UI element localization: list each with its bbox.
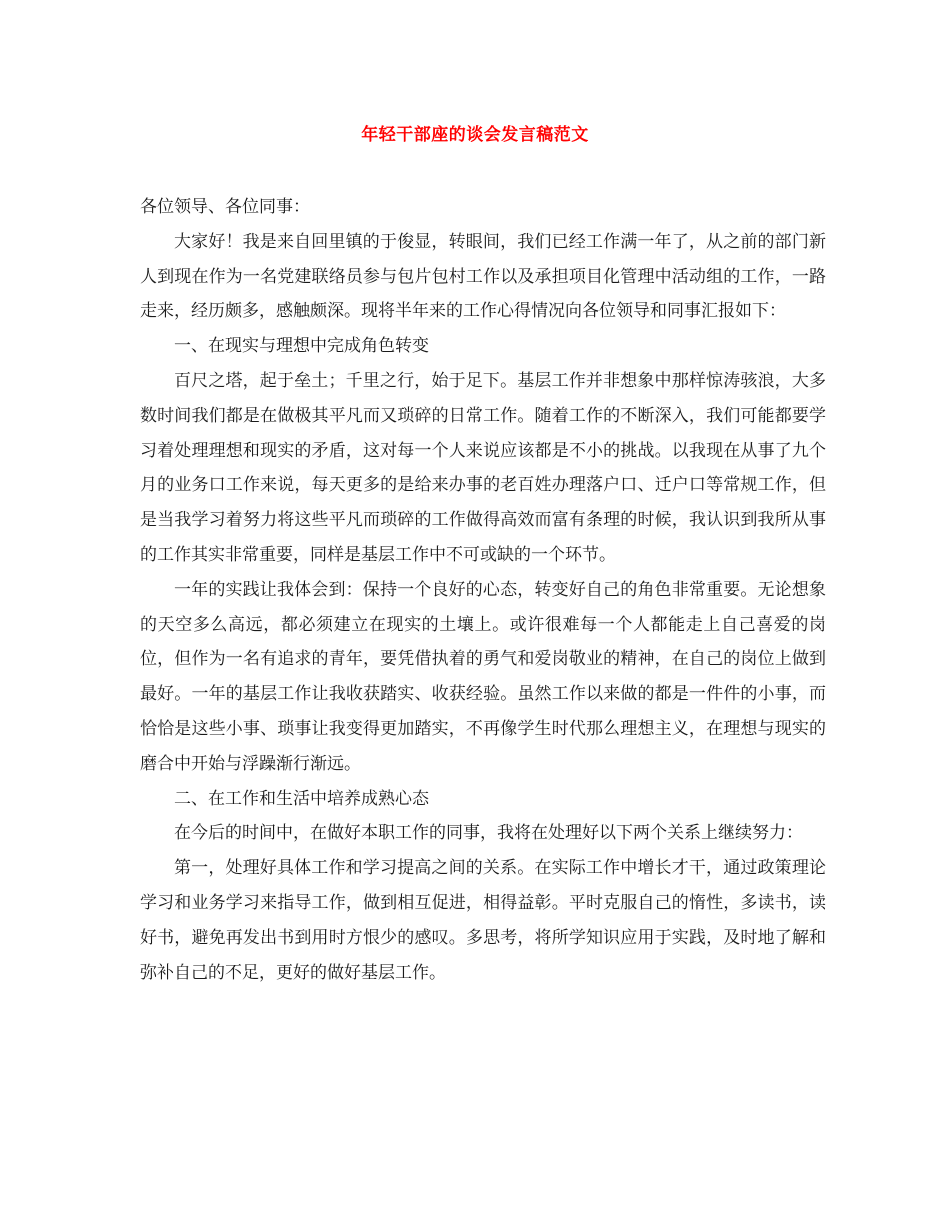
paragraph-section-1-a: 百尺之塔，起于垒土；千里之行，始于足下。基层工作并非想象中那样惊涛骇浪，大多数时间我们都是在做极其平凡而又琐碎的日常工作。随着工作的不断深入，我们可能都要学习着处理理想和现实的矛盾，这对每一个人来说应该都是不小的挑战。以我现在从事了九个月的业务口工作来说，每天更多的是给来办事的老百姓办理落户口、迁户口等常规工作，但是当我学习着努力将这些平凡而琐碎的工作做得高效而富有条理的时候，我认识到我所从事的工作其实非常重要，同样是基层工作中不可或缺的一个环节。 xyxy=(140,370,826,565)
salutation: 各位领导、各位同事： xyxy=(140,197,310,217)
document-body xyxy=(140,190,826,990)
paragraph-section-1-b: 一年的实践让我体会到：保持一个良好的心态，转变好自己的角色非常重要。无论想象的天空多么高远，都必须建立在现实的土壤上。或许很难每一个人都能走上自己喜爱的岗位，但作为一名有追求的青年，要凭借执着的勇气和爱岗敬业的精神，在自己的岗位上做到最好。一年的基层工作让我收获踏实、收获经验。虽然工作以来做的都是一件件的小事，而恰恰是这些小事、琐事让我变得更加踏实，不再像学生时代那么理想主义，在理想与现实的磨合中开始与浮躁渐行渐远。 xyxy=(140,579,826,774)
paragraph-section-2-first: 第一，处理好具体工作和学习提高之间的关系。在实际工作中增长才干，通过政策理论学习和业务学习来指导工作，做到相互促进，相得益彰。平时克服自己的惰性，多读书，读好书，避免再发出书到用时方恨少的感叹。多思考，将所学知识应用于实践，及时地了解和弥补自己的不足，更好的做好基层工作。 xyxy=(140,858,826,983)
section-heading-2: 二、在工作和生活中培养成熟心态 xyxy=(174,788,429,809)
section-heading-1: 一、在现实与理想中完成角色转变 xyxy=(174,336,429,357)
paragraph-introduction: 大家好！我是来自回里镇的于俊显，转眼间，我们已经工作满一年了，从之前的部门新人到现在作为一名党建联络员参与包片包村工作以及承担项目化管理中活动组的工作，一路走来，经历颇多，感触颇深。现将半年来的工作心得情况向各位领导和同事汇报如下： xyxy=(140,231,826,322)
document-title: 年轻干部座的谈会发言稿范文 xyxy=(361,125,589,145)
paragraph-section-2-intro: 在今后的时间中，在做好本职工作的同事，我将在处理好以下两个关系上继续努力： xyxy=(174,823,803,844)
